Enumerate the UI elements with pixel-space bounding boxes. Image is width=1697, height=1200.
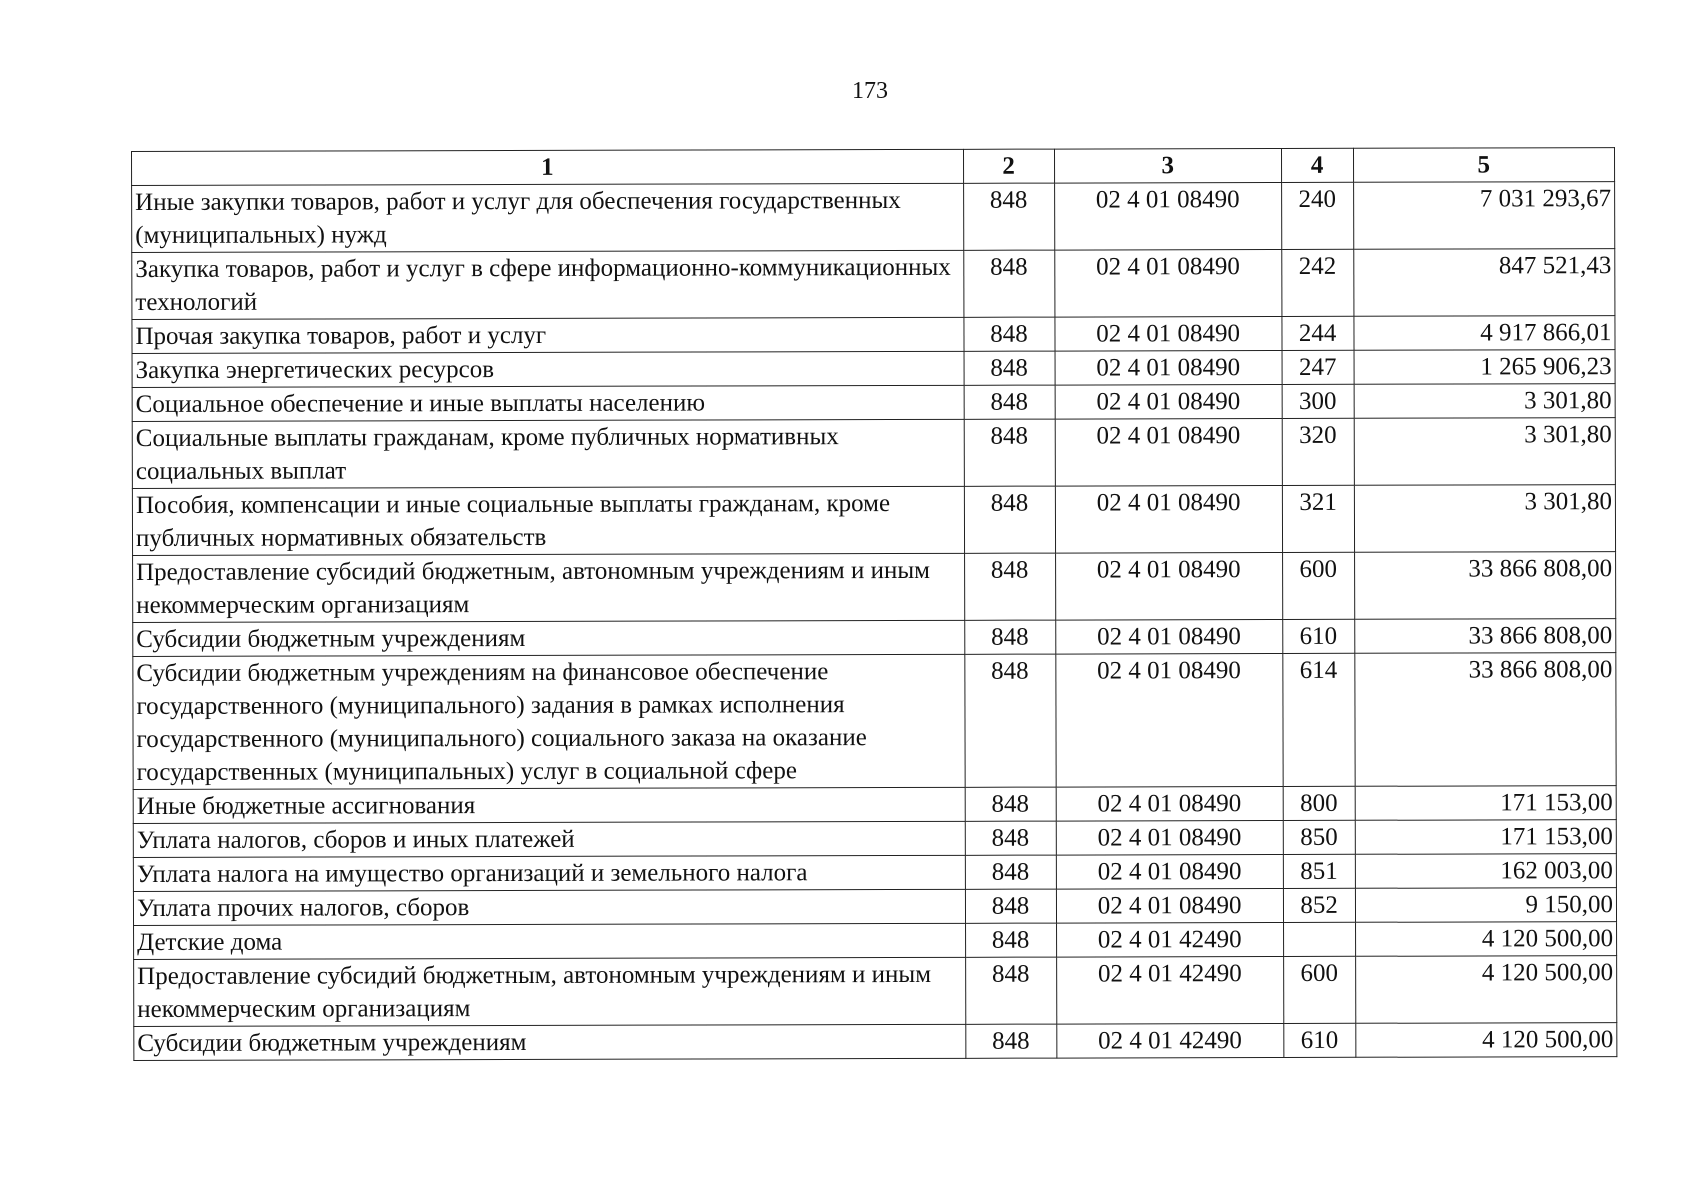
table-row: [134, 922, 1617, 960]
table-row: [133, 786, 1616, 824]
table-row: [133, 619, 1616, 657]
row-target-article-cell: 02 4 01 08490: [1056, 854, 1283, 889]
row-description-cell: Предоставление субсидий бюджетным, автономным учреждениям и иным некоммерческим организациям: [134, 957, 966, 1026]
row-target-article-cell: 02 4 01 08490: [1055, 350, 1282, 385]
row-ministry-code-cell: 848: [965, 1024, 1056, 1058]
row-description-cell: Уплата налогов, сборов и иных платежей: [133, 821, 965, 857]
row-description-cell: Субсидии бюджетным учреждениям на финансовое обеспечение государственного (муниципального) задания в рамках исполнения государственного (муниципального) социального заказа на оказание государственных (муниципальных) услуг в социальной сфере: [133, 654, 965, 789]
table-body: [132, 182, 1617, 1061]
column-header-expense-type: 4: [1281, 148, 1353, 182]
row-amount-cell: 3 301,80: [1354, 485, 1616, 553]
row-description-cell: Пособия, компенсации и иные социальные выплаты гражданам, кроме публичных нормативных обязательств: [132, 486, 964, 555]
row-ministry-code-cell: 848: [963, 317, 1054, 351]
row-ministry-code-cell: 848: [965, 787, 1056, 821]
row-amount-cell: 4 120 500,00: [1355, 956, 1617, 1024]
row-description-cell: Социальные выплаты гражданам, кроме публичных нормативных социальных выплат: [132, 419, 964, 488]
row-target-article-cell: 02 4 01 08490: [1054, 182, 1281, 250]
row-expense-type-cell: 852: [1283, 888, 1355, 922]
row-amount-cell: 847 521,43: [1353, 249, 1615, 317]
row-expense-type-cell: 850: [1283, 820, 1355, 854]
row-expense-type-cell: 800: [1283, 786, 1355, 820]
row-expense-type-cell: 600: [1282, 552, 1354, 619]
table-row: [133, 888, 1616, 926]
table-row: [132, 316, 1615, 354]
row-expense-type-cell: 851: [1283, 854, 1355, 888]
table-row: [133, 552, 1616, 623]
row-ministry-code-cell: 848: [964, 620, 1055, 654]
column-header-target-article: 3: [1054, 148, 1281, 183]
row-target-article-cell: 02 4 01 08490: [1056, 888, 1283, 923]
header-row: [132, 148, 1615, 186]
row-description-cell: Уплата прочих налогов, сборов: [133, 889, 965, 925]
row-target-article-cell: 02 4 01 08490: [1054, 249, 1281, 317]
row-expense-type-cell: 240: [1281, 182, 1353, 249]
table-row: [132, 249, 1615, 320]
row-description-cell: Закупка товаров, работ и услуг в сфере информационно-коммуникационных технологий: [132, 250, 964, 319]
row-ministry-code-cell: 848: [964, 385, 1055, 419]
row-amount-cell: 171 153,00: [1355, 786, 1617, 821]
row-description-cell: Прочая закупка товаров, работ и услуг: [132, 317, 964, 353]
row-ministry-code-cell: 848: [964, 351, 1055, 385]
row-target-article-cell: 02 4 01 08490: [1055, 619, 1282, 654]
table-row: [134, 1023, 1617, 1061]
table-row: [134, 956, 1617, 1027]
row-expense-type-cell: 242: [1281, 249, 1353, 316]
row-description-cell: Иные закупки товаров, работ и услуг для обеспечения государственных (муниципальных) нужд: [132, 183, 964, 252]
row-expense-type-cell: 244: [1282, 316, 1354, 350]
row-ministry-code-cell: 848: [964, 654, 1055, 787]
row-target-article-cell: 02 4 01 08490: [1055, 316, 1282, 351]
row-target-article-cell: 02 4 01 08490: [1056, 786, 1283, 821]
row-amount-cell: 9 150,00: [1355, 888, 1617, 923]
row-amount-cell: 4 120 500,00: [1355, 922, 1617, 957]
budget-table: [131, 147, 1617, 1061]
table-row: [133, 820, 1616, 858]
row-target-article-cell: 02 4 01 08490: [1055, 552, 1282, 620]
row-amount-cell: 33 866 808,00: [1354, 552, 1616, 620]
row-target-article-cell: 02 4 01 08490: [1055, 485, 1282, 553]
row-ministry-code-cell: 848: [965, 821, 1056, 855]
row-description-cell: Субсидии бюджетным учреждениям: [133, 620, 965, 656]
row-amount-cell: 3 301,80: [1354, 384, 1616, 419]
row-description-cell: Детские дома: [134, 923, 966, 959]
column-header-amount: 5: [1353, 148, 1615, 183]
row-expense-type-cell: 320: [1282, 418, 1354, 485]
row-ministry-code-cell: 848: [963, 183, 1054, 250]
row-target-article-cell: 02 4 01 08490: [1055, 418, 1282, 486]
row-description-cell: Закупка энергетических ресурсов: [132, 351, 964, 387]
row-expense-type-cell: 614: [1283, 653, 1355, 786]
table-row: [133, 653, 1616, 790]
row-ministry-code-cell: 848: [963, 250, 1054, 317]
row-target-article-cell: 02 4 01 08490: [1055, 653, 1283, 787]
row-amount-cell: 1 265 906,23: [1354, 350, 1616, 385]
row-ministry-code-cell: 848: [964, 553, 1055, 620]
row-ministry-code-cell: 848: [965, 957, 1056, 1024]
row-description-cell: Субсидии бюджетным учреждениям: [134, 1024, 966, 1060]
table-row: [133, 854, 1616, 892]
row-amount-cell: 33 866 808,00: [1354, 653, 1616, 787]
row-description-cell: Уплата налога на имущество организаций и земельного налога: [133, 855, 965, 891]
row-ministry-code-cell: 848: [965, 923, 1056, 957]
row-ministry-code-cell: 848: [965, 855, 1056, 889]
row-expense-type-cell: 600: [1283, 956, 1355, 1023]
row-target-article-cell: 02 4 01 08490: [1055, 384, 1282, 419]
row-target-article-cell: 02 4 01 42490: [1056, 1023, 1283, 1058]
row-amount-cell: 3 301,80: [1354, 418, 1616, 486]
row-target-article-cell: 02 4 01 08490: [1056, 820, 1283, 855]
row-ministry-code-cell: 848: [964, 486, 1055, 553]
table-row: [132, 350, 1615, 388]
row-amount-cell: 171 153,00: [1355, 820, 1617, 855]
row-expense-type-cell: 321: [1282, 485, 1354, 552]
table-row: [132, 485, 1615, 556]
row-amount-cell: 4 917 866,01: [1353, 316, 1615, 351]
row-description-cell: Предоставление субсидий бюджетным, автономным учреждениям и иным некоммерческим организациям: [133, 553, 965, 622]
table-row: [132, 182, 1615, 253]
table-row: [132, 384, 1615, 422]
row-expense-type-cell: 610: [1282, 619, 1354, 653]
page-number: 173: [852, 78, 888, 104]
row-expense-type-cell: 610: [1284, 1023, 1356, 1057]
row-amount-cell: 33 866 808,00: [1354, 619, 1616, 654]
row-description-cell: Социальное обеспечение и иные выплаты населению: [132, 385, 964, 421]
row-expense-type-cell: 247: [1282, 350, 1354, 384]
row-amount-cell: 7 031 293,67: [1353, 182, 1615, 250]
row-expense-type-cell: [1283, 922, 1355, 956]
table-row: [132, 418, 1615, 489]
column-header-ministry-code: 2: [963, 149, 1054, 183]
column-header-description: 1: [132, 149, 964, 185]
row-target-article-cell: 02 4 01 42490: [1056, 956, 1283, 1024]
row-ministry-code-cell: 848: [964, 419, 1055, 486]
row-expense-type-cell: 300: [1282, 384, 1354, 418]
row-amount-cell: 4 120 500,00: [1355, 1023, 1617, 1058]
row-ministry-code-cell: 848: [965, 889, 1056, 923]
row-target-article-cell: 02 4 01 42490: [1056, 922, 1283, 957]
row-description-cell: Иные бюджетные ассигнования: [133, 787, 965, 823]
row-amount-cell: 162 003,00: [1355, 854, 1617, 889]
